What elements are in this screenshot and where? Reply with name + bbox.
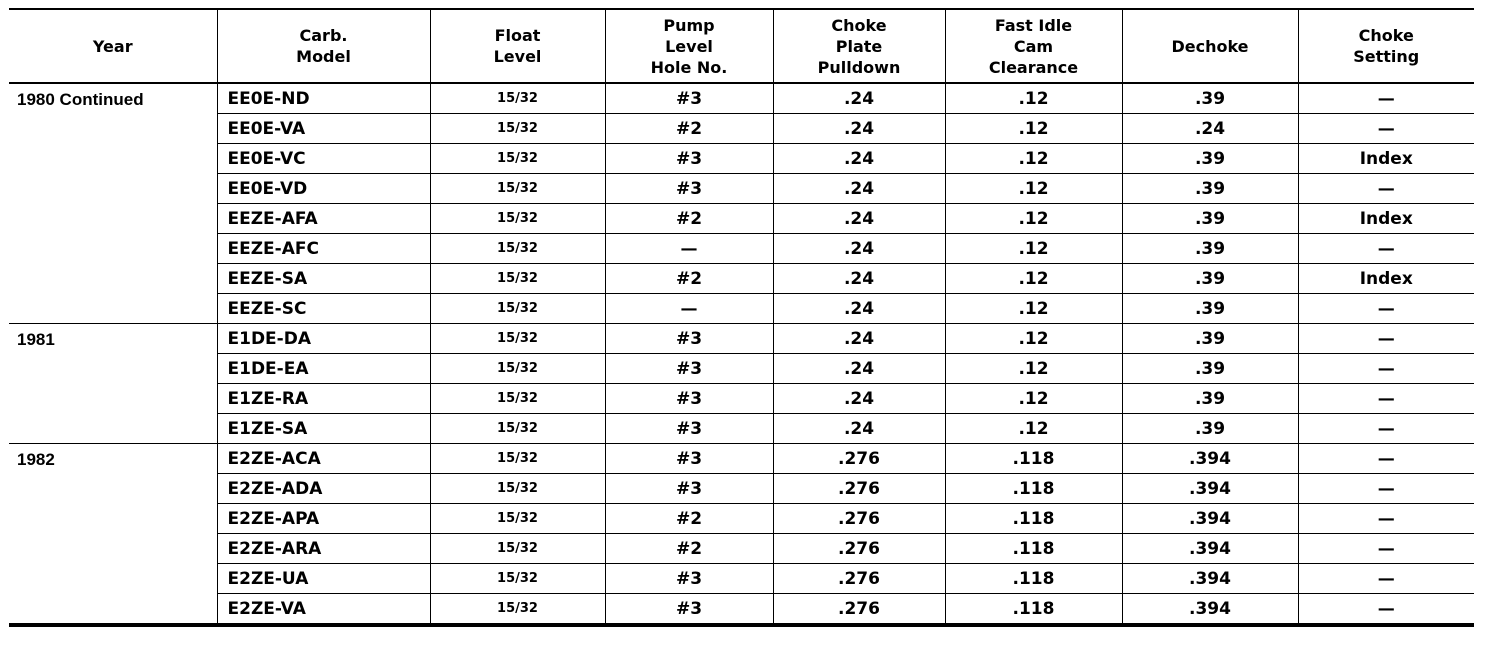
- choke-setting-cell: Index: [1298, 264, 1474, 294]
- float-level-cell: 15/32: [430, 324, 605, 354]
- cam-clearance-cell: .12: [945, 234, 1122, 264]
- dechoke-cell: .394: [1122, 474, 1298, 504]
- carb-model-cell: EE0E-VD: [217, 174, 430, 204]
- choke-pulldown-cell: .276: [773, 504, 945, 534]
- pump-hole-cell: #3: [605, 144, 773, 174]
- choke-pulldown-cell: .24: [773, 83, 945, 114]
- header-choke-setting: Choke Setting: [1298, 9, 1474, 83]
- cam-clearance-cell: .12: [945, 264, 1122, 294]
- table-row: [9, 174, 1474, 204]
- pump-hole-cell: #2: [605, 204, 773, 234]
- choke-setting-cell: —: [1298, 384, 1474, 414]
- table-row: [9, 204, 1474, 234]
- cam-clearance-cell: .12: [945, 354, 1122, 384]
- choke-setting-cell: —: [1298, 354, 1474, 384]
- pump-hole-cell: #3: [605, 174, 773, 204]
- dechoke-cell: .394: [1122, 594, 1298, 626]
- choke-setting-cell: Index: [1298, 144, 1474, 174]
- choke-setting-cell: —: [1298, 294, 1474, 324]
- table-body: [9, 83, 1474, 625]
- dechoke-cell: .39: [1122, 384, 1298, 414]
- header-choke-plate-pulldown: Choke Plate Pulldown: [773, 9, 945, 83]
- pump-hole-cell: —: [605, 234, 773, 264]
- cam-clearance-cell: .12: [945, 204, 1122, 234]
- pump-hole-cell: #3: [605, 474, 773, 504]
- table-row: [9, 474, 1474, 504]
- dechoke-cell: .39: [1122, 414, 1298, 444]
- table-row: [9, 444, 1474, 474]
- carb-model-cell: E2ZE-UA: [217, 564, 430, 594]
- table-row: [9, 594, 1474, 626]
- choke-setting-cell: —: [1298, 83, 1474, 114]
- header-year: Year: [9, 9, 217, 83]
- float-level-cell: 15/32: [430, 174, 605, 204]
- table-row: [9, 114, 1474, 144]
- cam-clearance-cell: .118: [945, 534, 1122, 564]
- choke-setting-cell: —: [1298, 504, 1474, 534]
- float-level-cell: 15/32: [430, 474, 605, 504]
- choke-pulldown-cell: .276: [773, 444, 945, 474]
- year-cell: 1982: [9, 444, 217, 626]
- choke-setting-cell: —: [1298, 324, 1474, 354]
- dechoke-cell: .394: [1122, 444, 1298, 474]
- dechoke-cell: .39: [1122, 324, 1298, 354]
- year-cell: 1980 Continued: [9, 83, 217, 324]
- carb-model-cell: E2ZE-ADA: [217, 474, 430, 504]
- table-header: [9, 9, 1474, 83]
- choke-setting-cell: —: [1298, 564, 1474, 594]
- dechoke-cell: .39: [1122, 354, 1298, 384]
- pump-hole-cell: #3: [605, 324, 773, 354]
- cam-clearance-cell: .118: [945, 504, 1122, 534]
- choke-pulldown-cell: .276: [773, 474, 945, 504]
- float-level-cell: 15/32: [430, 354, 605, 384]
- pump-hole-cell: #3: [605, 564, 773, 594]
- carb-model-cell: E2ZE-ARA: [217, 534, 430, 564]
- choke-setting-cell: —: [1298, 474, 1474, 504]
- carb-model-cell: E1ZE-RA: [217, 384, 430, 414]
- year-cell: 1981: [9, 324, 217, 444]
- dechoke-cell: .39: [1122, 234, 1298, 264]
- dechoke-cell: .39: [1122, 144, 1298, 174]
- carb-model-cell: E2ZE-APA: [217, 504, 430, 534]
- choke-pulldown-cell: .24: [773, 204, 945, 234]
- dechoke-cell: .39: [1122, 204, 1298, 234]
- carb-model-cell: EEZE-SC: [217, 294, 430, 324]
- float-level-cell: 15/32: [430, 83, 605, 114]
- pump-hole-cell: #3: [605, 384, 773, 414]
- table-row: [9, 264, 1474, 294]
- carburetor-spec-table: [9, 8, 1474, 627]
- cam-clearance-cell: .12: [945, 144, 1122, 174]
- dechoke-cell: .394: [1122, 504, 1298, 534]
- float-level-cell: 15/32: [430, 504, 605, 534]
- header-dechoke: Dechoke: [1122, 9, 1298, 83]
- choke-setting-cell: —: [1298, 114, 1474, 144]
- pump-hole-cell: #3: [605, 354, 773, 384]
- choke-setting-cell: Index: [1298, 204, 1474, 234]
- dechoke-cell: .39: [1122, 174, 1298, 204]
- float-level-cell: 15/32: [430, 594, 605, 626]
- carb-model-cell: E1DE-EA: [217, 354, 430, 384]
- choke-setting-cell: —: [1298, 534, 1474, 564]
- table-row: [9, 354, 1474, 384]
- choke-pulldown-cell: .24: [773, 234, 945, 264]
- choke-pulldown-cell: .24: [773, 114, 945, 144]
- choke-setting-cell: —: [1298, 444, 1474, 474]
- cam-clearance-cell: .118: [945, 474, 1122, 504]
- float-level-cell: 15/32: [430, 444, 605, 474]
- carb-model-cell: E1ZE-SA: [217, 414, 430, 444]
- carb-model-cell: E2ZE-ACA: [217, 444, 430, 474]
- choke-pulldown-cell: .24: [773, 174, 945, 204]
- header-float-level: Float Level: [430, 9, 605, 83]
- table-row: [9, 144, 1474, 174]
- float-level-cell: 15/32: [430, 534, 605, 564]
- pump-hole-cell: #2: [605, 504, 773, 534]
- carb-model-cell: E2ZE-VA: [217, 594, 430, 626]
- dechoke-cell: .24: [1122, 114, 1298, 144]
- dechoke-cell: .394: [1122, 534, 1298, 564]
- dechoke-cell: .39: [1122, 264, 1298, 294]
- choke-pulldown-cell: .276: [773, 534, 945, 564]
- table-row: [9, 234, 1474, 264]
- dechoke-cell: .39: [1122, 83, 1298, 114]
- pump-hole-cell: #3: [605, 414, 773, 444]
- choke-pulldown-cell: .24: [773, 144, 945, 174]
- cam-clearance-cell: .12: [945, 384, 1122, 414]
- table-row: [9, 294, 1474, 324]
- table-row: [9, 83, 1474, 114]
- header-fast-idle-cam-clearance: Fast Idle Cam Clearance: [945, 9, 1122, 83]
- pump-hole-cell: #3: [605, 444, 773, 474]
- table-row: [9, 504, 1474, 534]
- header-row: [9, 9, 1474, 83]
- choke-setting-cell: —: [1298, 234, 1474, 264]
- choke-pulldown-cell: .24: [773, 294, 945, 324]
- dechoke-cell: .39: [1122, 294, 1298, 324]
- pump-hole-cell: #3: [605, 83, 773, 114]
- float-level-cell: 15/32: [430, 204, 605, 234]
- cam-clearance-cell: .12: [945, 294, 1122, 324]
- carb-model-cell: EEZE-SA: [217, 264, 430, 294]
- choke-pulldown-cell: .24: [773, 264, 945, 294]
- table-row: [9, 384, 1474, 414]
- float-level-cell: 15/32: [430, 384, 605, 414]
- table-row: [9, 324, 1474, 354]
- carb-model-cell: EE0E-VC: [217, 144, 430, 174]
- choke-pulldown-cell: .24: [773, 354, 945, 384]
- table-row: [9, 534, 1474, 564]
- table-row: [9, 564, 1474, 594]
- carb-model-cell: EEZE-AFA: [217, 204, 430, 234]
- float-level-cell: 15/32: [430, 264, 605, 294]
- cam-clearance-cell: .12: [945, 324, 1122, 354]
- cam-clearance-cell: .12: [945, 83, 1122, 114]
- table-row: [9, 414, 1474, 444]
- float-level-cell: 15/32: [430, 414, 605, 444]
- float-level-cell: 15/32: [430, 294, 605, 324]
- choke-setting-cell: —: [1298, 174, 1474, 204]
- pump-hole-cell: #2: [605, 114, 773, 144]
- choke-setting-cell: —: [1298, 594, 1474, 626]
- header-pump-level: Pump Level Hole No.: [605, 9, 773, 83]
- cam-clearance-cell: .118: [945, 594, 1122, 626]
- choke-pulldown-cell: .24: [773, 384, 945, 414]
- pump-hole-cell: #3: [605, 594, 773, 626]
- choke-pulldown-cell: .276: [773, 594, 945, 626]
- float-level-cell: 15/32: [430, 234, 605, 264]
- carb-model-cell: E1DE-DA: [217, 324, 430, 354]
- choke-pulldown-cell: .276: [773, 564, 945, 594]
- float-level-cell: 15/32: [430, 564, 605, 594]
- carb-model-cell: EE0E-ND: [217, 83, 430, 114]
- cam-clearance-cell: .118: [945, 444, 1122, 474]
- float-level-cell: 15/32: [430, 144, 605, 174]
- choke-pulldown-cell: .24: [773, 414, 945, 444]
- float-level-cell: 15/32: [430, 114, 605, 144]
- cam-clearance-cell: .12: [945, 174, 1122, 204]
- choke-setting-cell: —: [1298, 414, 1474, 444]
- choke-pulldown-cell: .24: [773, 324, 945, 354]
- cam-clearance-cell: .12: [945, 414, 1122, 444]
- dechoke-cell: .394: [1122, 564, 1298, 594]
- header-carb-model: Carb. Model: [217, 9, 430, 83]
- cam-clearance-cell: .118: [945, 564, 1122, 594]
- cam-clearance-cell: .12: [945, 114, 1122, 144]
- pump-hole-cell: #2: [605, 264, 773, 294]
- pump-hole-cell: —: [605, 294, 773, 324]
- pump-hole-cell: #2: [605, 534, 773, 564]
- carb-model-cell: EE0E-VA: [217, 114, 430, 144]
- carb-model-cell: EEZE-AFC: [217, 234, 430, 264]
